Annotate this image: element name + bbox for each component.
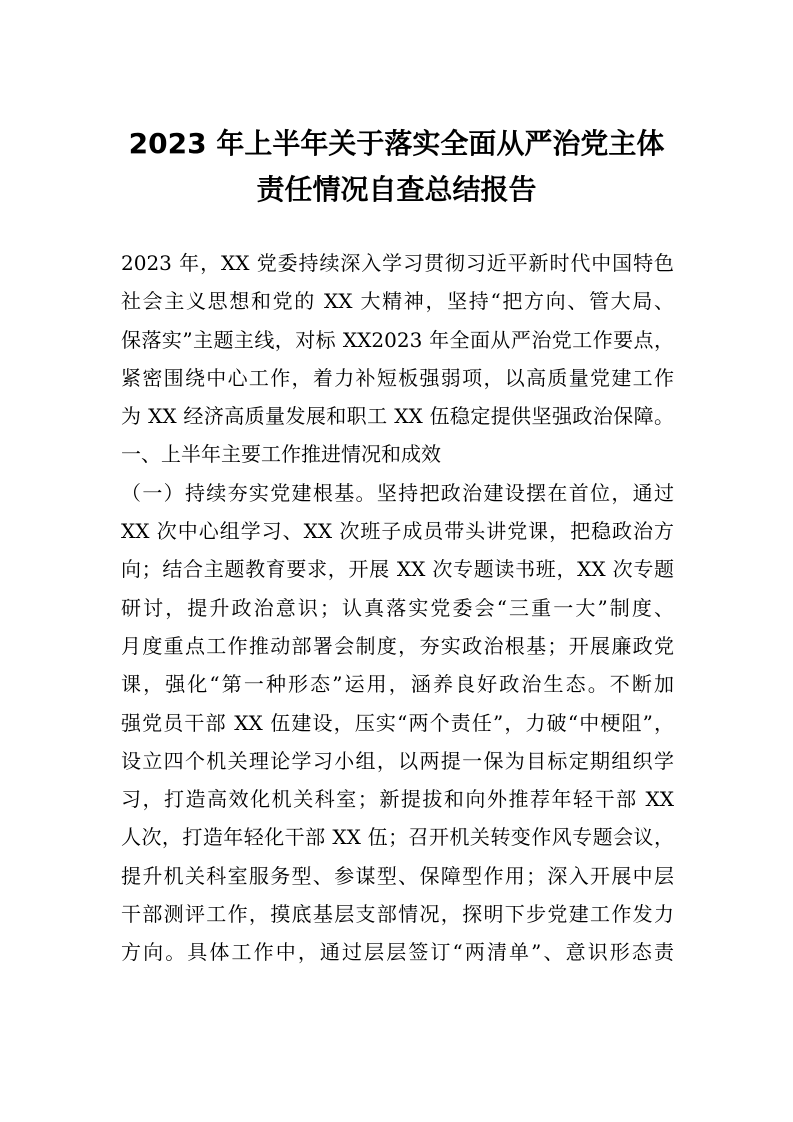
section-heading: 一、上半年主要工作推进情况和成效 [121,442,441,467]
body-line: 方向。具体工作中，通过层层签订“两清单”、意识形态责 [121,940,674,965]
document-title-line-2: 责任情况自查总结报告 [256,173,537,206]
body-line: 2023 年，XX 党委持续深入学习贯彻习近平新时代中国特色 [121,251,674,275]
body-line: 社会主义思想和党的 XX 大精神，坚持“把方向、管大局、 [121,289,674,314]
body-line: 保落实”主题主线，对标 XX2023 年全面从严治党工作要点， [121,327,674,352]
document-body [121,244,674,972]
body-line: 月度重点工作推动部署会制度，夯实政治根基；开展廉政党 [121,633,674,658]
body-line: 向；结合主题教育要求，开展 XX 次专题读书班，XX 次专题 [121,557,674,582]
body-line: 干部测评工作，摸底基层支部情况，探明下步党建工作发力 [121,902,674,927]
body-line: 紧密围绕中心工作，着力补短板强弱项，以高质量党建工作 [121,365,674,390]
body-line: 提升机关科室服务型、参谋型、保障型作用；深入开展中层 [121,863,674,888]
body-line: 为 XX 经济高质量发展和职工 XX 伍稳定提供坚强政治保障。 [121,404,674,429]
body-line: 人次，打造年轻化干部 XX 伍；召开机关转变作风专题会议， [121,825,674,850]
body-line: 习，打造高效化机关科室；新提拔和向外推荐年轻干部 XX [121,787,674,812]
body-line: 课，强化“第一种形态”运用，涵养良好政治生态。不断加 [121,672,674,697]
body-line: 研讨，提升政治意识；认真落实党委会“三重一大”制度、 [121,595,674,620]
body-line: （一）持续夯实党建根基。坚持把政治建设摆在首位，通过 [121,480,674,505]
body-line: 强党员干部 XX 伍建设，压实“两个责任”，力破“中梗阻”， [121,710,674,735]
document-title-line-1: 2023 年上半年关于落实全面从严治党主体 [128,127,665,160]
body-line: XX 次中心组学习、XX 次班子成员带头讲党课，把稳政治方 [121,519,674,544]
body-line: 设立四个机关理论学习小组，以两提一保为目标定期组织学 [121,748,674,773]
